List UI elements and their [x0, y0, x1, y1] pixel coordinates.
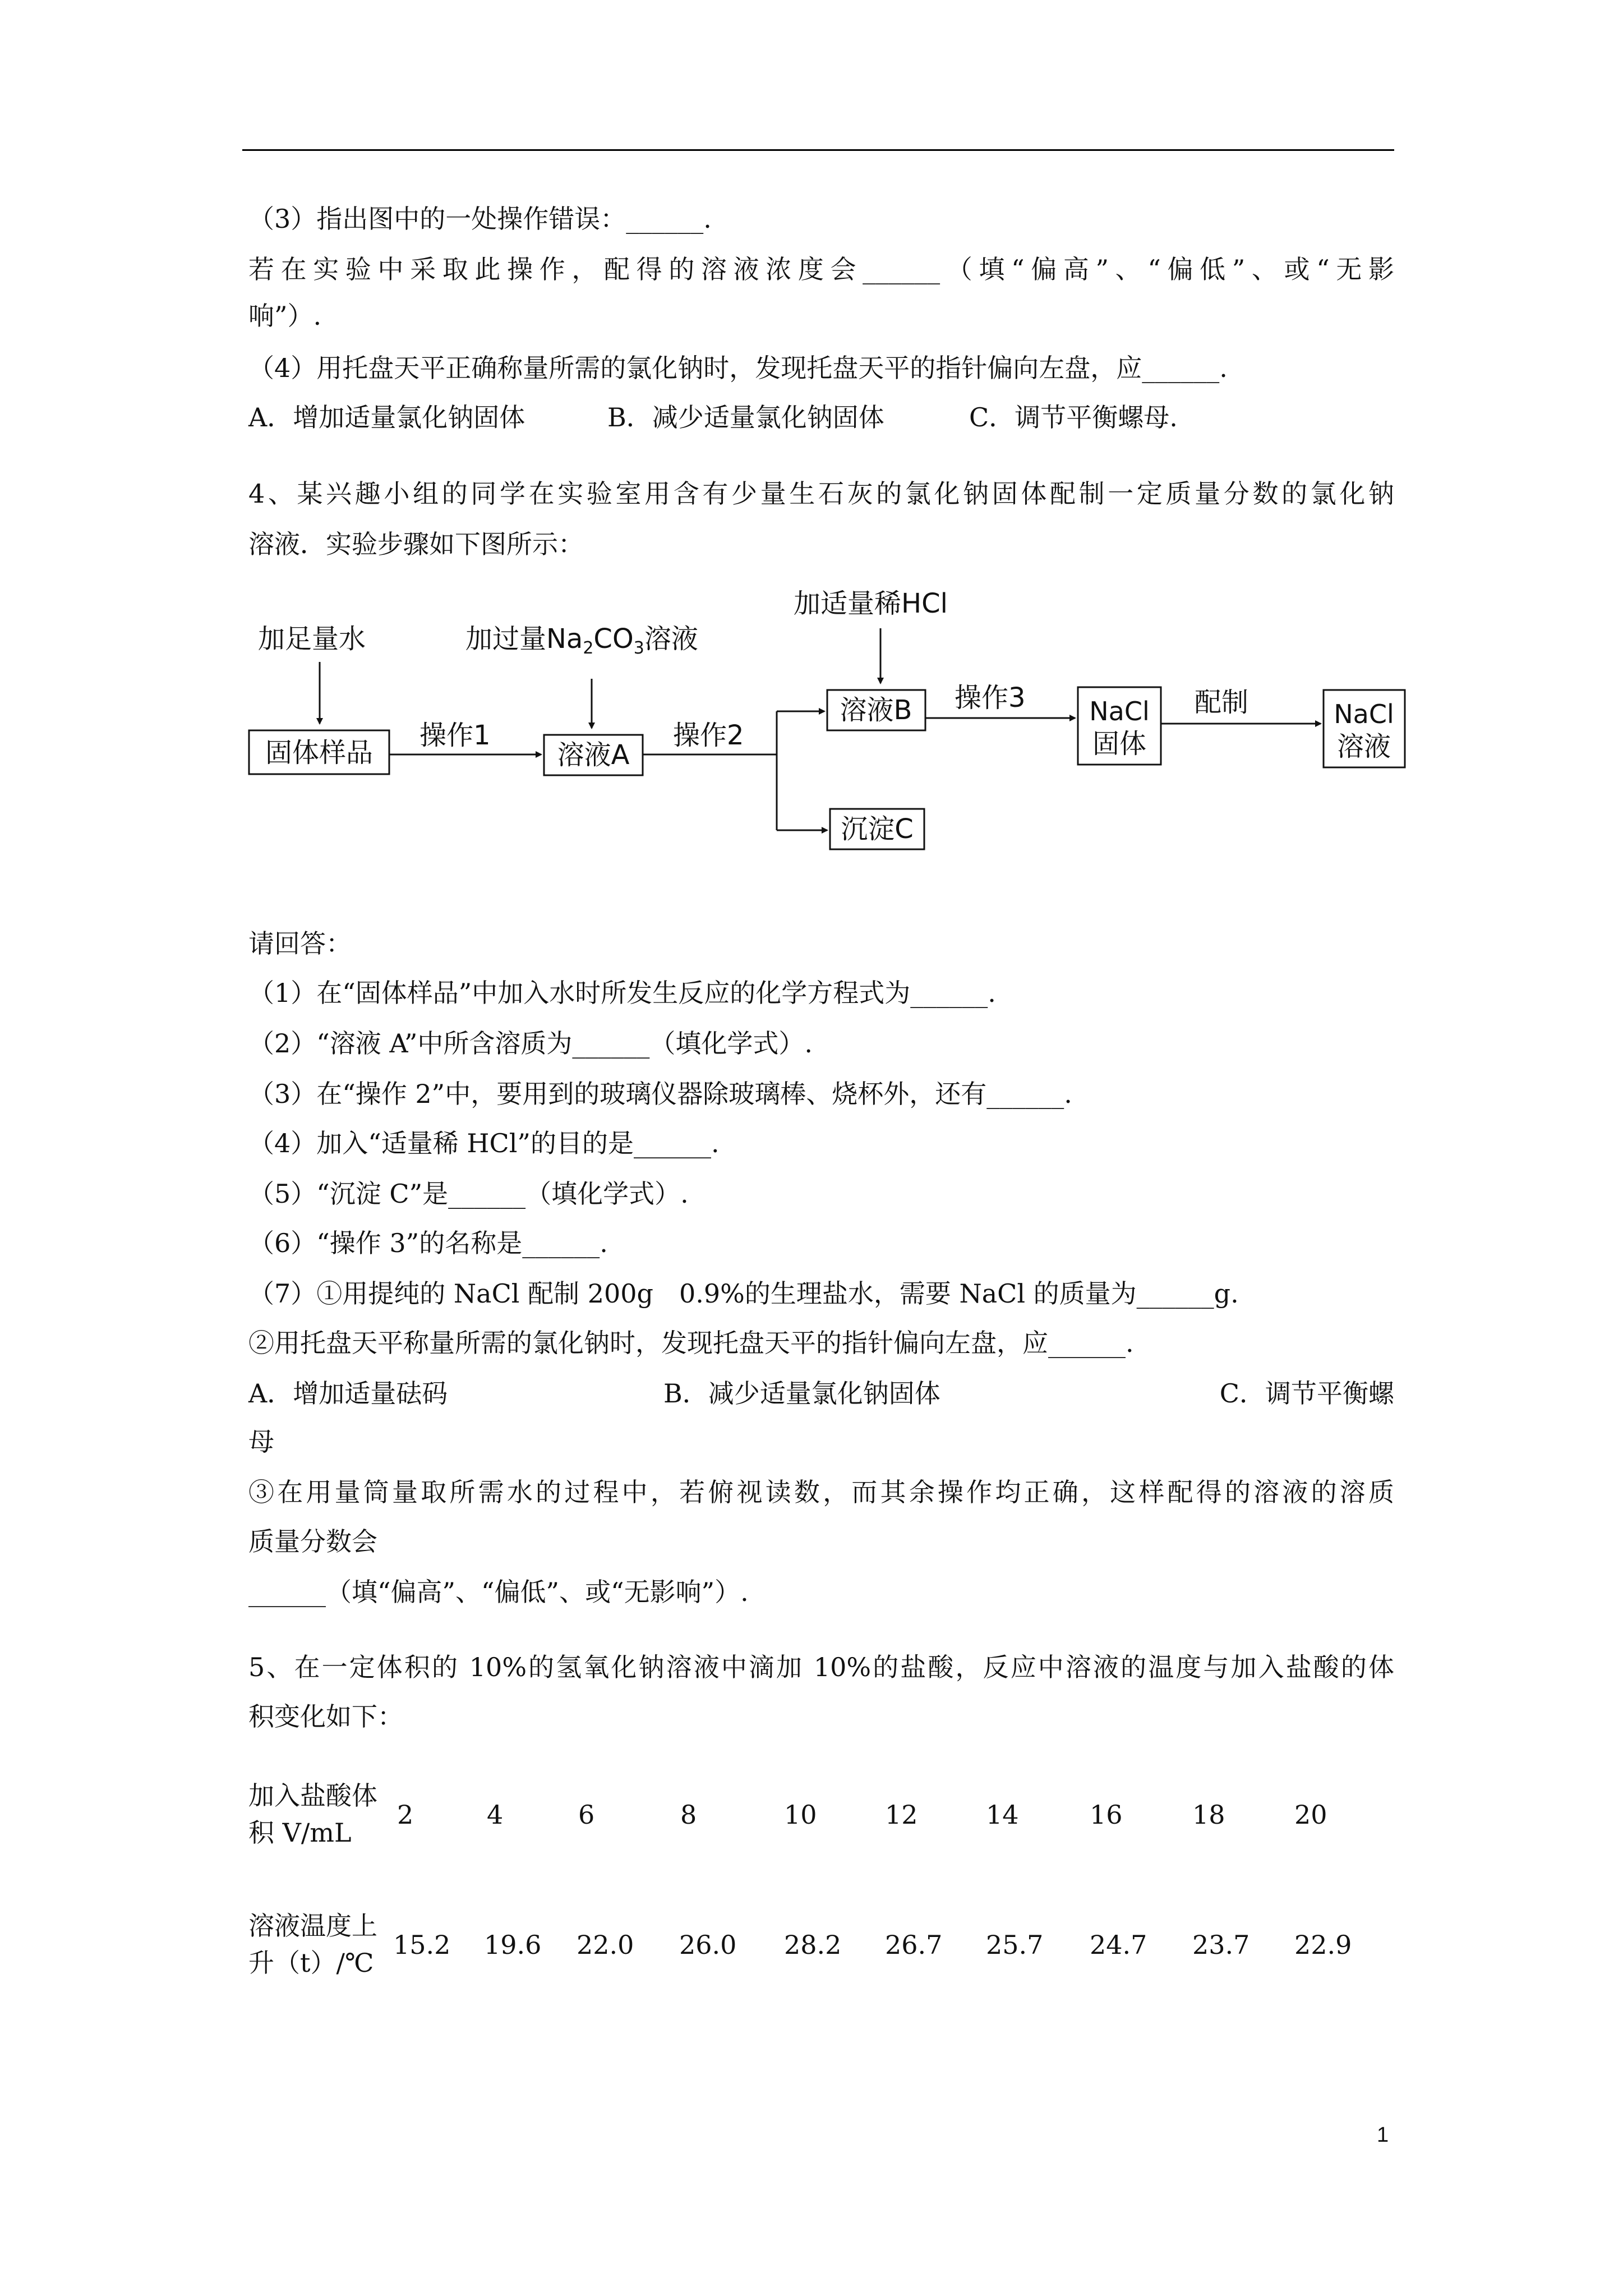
row2-header-2: 升（t）/℃: [248, 1948, 374, 1978]
q4-7d-line-3: ______（填“偏高”、“偏低”、或“无影响”）.: [248, 1577, 749, 1607]
table-cell: 2: [397, 1800, 414, 1830]
q4-1-line: （1）在“固体样品”中加入水时所发生反应的化学方程式为______.: [248, 978, 996, 1008]
q3-4-options: [248, 401, 1394, 434]
q5-line-2: 积变化如下：: [248, 1701, 403, 1732]
table-cell: 26.0: [679, 1930, 737, 1960]
solution-a-label: 溶液A: [557, 739, 630, 771]
add-water-label: 加足量水: [258, 623, 366, 655]
option-c: C．调节平衡螺母.: [969, 402, 1178, 432]
q3-3-line-b: 若在实验中采取此操作，配得的溶液浓度会______（填“偏高”、“偏低”、或“无影: [248, 254, 1394, 284]
add-na2co3-label: 加过量$Na_2CO_3$溶液: [465, 623, 698, 658]
q3-4-line: （4）用托盘天平正确称量所需的氯化钠时，发现托盘天平的指针偏向左盘，应______.: [248, 353, 1228, 383]
table-cell: 4: [487, 1800, 504, 1830]
q4-5-line: （5）“沉淀 C”是______（填化学式）.: [248, 1179, 689, 1209]
table-cell: 19.6: [484, 1930, 542, 1960]
row1-header-2: 积 V/mL: [248, 1818, 352, 1848]
table-cell: 22.9: [1294, 1930, 1352, 1960]
table-cell: 15.2: [393, 1930, 451, 1960]
table-cell: 6: [578, 1800, 595, 1830]
prepare-label: 配制: [1195, 687, 1249, 718]
add-hcl-label: 加适量稀HCl: [794, 588, 948, 619]
table-cell: 10: [784, 1800, 817, 1830]
row2-header-1: 溶液温度上: [248, 1911, 377, 1941]
page-number: 1: [1377, 2123, 1389, 2147]
q5-line-1: 5、在一定体积的 10%的氢氧化钠溶液中滴加 10%的盐酸，反应中溶液的温度与加入盐酸的体: [248, 1652, 1394, 1682]
table-cell: 14: [986, 1800, 1019, 1830]
table-cell: 20: [1294, 1800, 1327, 1830]
nacl-solution-label-2: 溶液: [1336, 731, 1391, 762]
solid-sample-label: 固体样品: [265, 737, 374, 769]
row1-header-1: 加入盐酸体: [248, 1780, 377, 1811]
option-b: B．减少适量氯化钠固体: [607, 402, 884, 432]
option-a: A．增加适量砝码: [248, 1378, 448, 1409]
table-cell: 18: [1192, 1800, 1225, 1830]
q4-4-line: （4）加入“适量稀 HCl”的目的是______.: [248, 1128, 720, 1158]
table-row-temperature: [248, 1907, 1394, 1986]
option-c: C．调节平衡螺: [1219, 1378, 1394, 1409]
nacl-solid-label-1: NaCl: [1089, 696, 1150, 726]
option-b: B．减少适量氯化钠固体: [663, 1378, 940, 1409]
precipitate-c-label: 沉淀C: [841, 813, 914, 845]
table-cell: 12: [885, 1800, 918, 1830]
solution-b-label: 溶液B: [840, 694, 912, 726]
table-cell: 22.0: [577, 1930, 634, 1960]
q4-intro-line-2: 溶液．实验步骤如下图所示：: [248, 529, 584, 559]
table-cell: 23.7: [1192, 1930, 1250, 1960]
q4-2-line: （2）“溶液 A”中所含溶质为______（填化学式）.: [248, 1028, 813, 1059]
q4-7c-tail: 母: [248, 1427, 274, 1457]
nacl-solution-label-1: NaCl: [1334, 699, 1394, 729]
table-cell: 16: [1090, 1800, 1123, 1830]
op1-label: 操作1: [419, 720, 491, 751]
q4-7b-line: ②用托盘天平称量所需的氯化钠时，发现托盘天平的指针偏向左盘，应______.: [248, 1328, 1134, 1358]
q4-6-line: （6）“操作 3”的名称是______.: [248, 1228, 608, 1258]
q3-3-line-c: 响”）.: [248, 301, 322, 331]
q4-7d-line-1: ③在用量筒量取所需水的过程中，若俯视读数，而其余操作均正确，这样配得的溶液的溶质: [248, 1477, 1394, 1507]
option-a: A．增加适量氯化钠固体: [248, 402, 525, 432]
header-rule: [242, 149, 1394, 151]
q4-7a-line: （7）①用提纯的 NaCl 配制 200g 0.9%的生理盐水，需要 NaCl 的质量为______g.: [248, 1278, 1239, 1309]
flowchart: [241, 583, 1408, 864]
table-cell: 24.7: [1090, 1930, 1147, 1960]
q4-7-options: [248, 1377, 1394, 1410]
q4-3-line: （3）在“操作 2”中，要用到的玻璃仪器除玻璃棒、烧杯外，还有______.: [248, 1079, 1072, 1109]
nacl-solid-label-2: 固体: [1092, 728, 1147, 760]
q3-3-line: （3）指出图中的一处操作错误：______.: [248, 204, 712, 234]
q4-7d-line-2: 质量分数会: [248, 1526, 377, 1557]
table-cell: 28.2: [784, 1930, 842, 1960]
q4-intro-line-1: 4、某兴趣小组的同学在实验室用含有少量生石灰的氯化钠固体配制一定质量分数的氯化钠: [248, 478, 1394, 509]
table-cell: 25.7: [986, 1930, 1044, 1960]
op3-label: 操作3: [955, 682, 1026, 714]
table-cell: 26.7: [885, 1930, 943, 1960]
op2-label: 操作2: [673, 720, 744, 751]
table-row-volume: [248, 1777, 1394, 1856]
table-cell: 8: [680, 1800, 697, 1830]
please-answer: 请回答：: [248, 928, 352, 959]
